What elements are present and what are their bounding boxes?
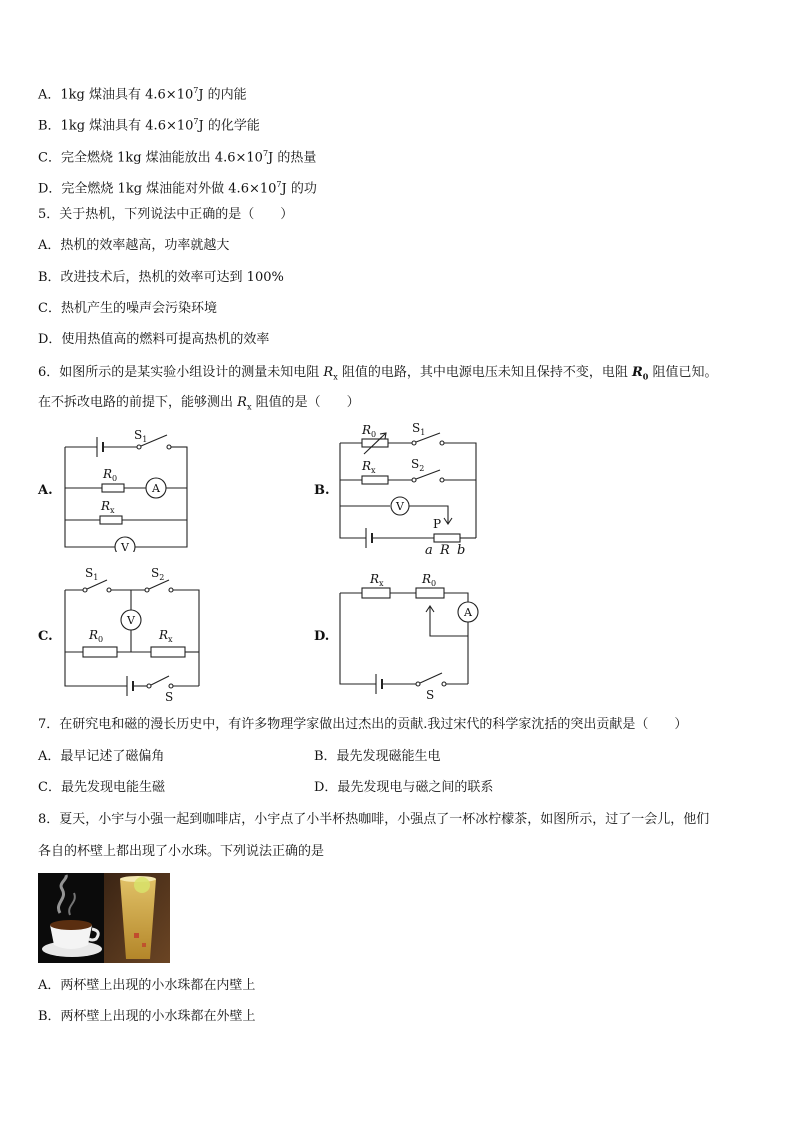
q6-option-a-label: A. bbox=[38, 483, 53, 498]
label-s2: $S_2$ bbox=[411, 457, 425, 473]
q4-option-b: B．1kg 煤油具有 $4.6\times 10^7J$ 的化学能 bbox=[38, 117, 260, 134]
q4-option-d: D．完全燃烧 1kg 煤油能对外做 $4.6\times 10^7J$ 的功 bbox=[38, 180, 317, 197]
q8-option-b: B．两杯壁上出现的小水珠都在外壁上 bbox=[38, 1009, 256, 1024]
q5-option-d: D．使用热值高的燃料可提高热机的效率 bbox=[38, 332, 270, 347]
q7-stem: 7．在研究电和磁的漫长历史中，有许多物理学家做出过杰出的贡献.我过宋代的科学家沈括的突出贡献是（ ） bbox=[38, 717, 688, 732]
q5-stem: 5．关于热机，下列说法中正确的是（ ） bbox=[38, 207, 294, 222]
circuit-diagram-a bbox=[55, 422, 195, 552]
q8-stem-line1: 8．夏天，小宇与小强一起到咖啡店，小宇点了小半杯热咖啡，小强点了一杯冰柠檬茶，如图所示，过了一会儿，他们 bbox=[38, 812, 710, 827]
q6-stem-line2: 在不拆改电路的前提下，能够测出 $R_x$ 阻值的是（ ） bbox=[38, 395, 360, 412]
circuit-diagram-d bbox=[330, 566, 480, 701]
label-rx: $R_x$ bbox=[370, 572, 384, 588]
voltmeter-v: V bbox=[396, 500, 404, 513]
coffee-and-lemon-tea-photo bbox=[38, 873, 170, 963]
label-s1: $S_1$ bbox=[85, 566, 99, 582]
q4-option-a: A．1kg 煤油具有 $4.6\times 10^7J$ 的内能 bbox=[38, 86, 247, 103]
q6-stem-line1: 6．如图所示的是某实验小组设计的测量未知电阻 $R_x$ 阻值的电路，其中电源电压未知且保持不变，电阻 $R_0$ 阻值已知。 bbox=[38, 365, 718, 382]
ammeter-a: A bbox=[464, 606, 472, 619]
label-r0: $R_0$ bbox=[422, 572, 437, 588]
label-rx: $R_x$ bbox=[159, 628, 173, 644]
q7-option-d: D．最先发现电与磁之间的联系 bbox=[314, 780, 494, 795]
q8-option-a: A．两杯壁上出现的小水珠都在内壁上 bbox=[38, 978, 256, 993]
ammeter-a: A bbox=[152, 482, 160, 495]
voltmeter-v: V bbox=[121, 541, 129, 552]
label-end-a: a bbox=[425, 543, 433, 558]
q7-option-b: B．最先发现磁能生电 bbox=[314, 749, 441, 764]
q6-option-b-label: B. bbox=[314, 483, 330, 498]
label-r0: $R_0$ bbox=[89, 628, 104, 644]
label-rx: $R_x$ bbox=[362, 459, 376, 475]
circuit-diagram-c bbox=[55, 566, 205, 701]
label-rheostat-r: R bbox=[440, 543, 450, 558]
q6-option-c-label: C. bbox=[38, 629, 53, 644]
label-s: S bbox=[426, 688, 435, 701]
q6-option-d-label: D. bbox=[314, 629, 330, 644]
q4-option-c: C．完全燃烧 1kg 煤油能放出 $4.6\times 10^7J$ 的热量 bbox=[38, 149, 317, 166]
label-s2: $S_2$ bbox=[151, 566, 165, 582]
voltmeter-v: V bbox=[127, 614, 135, 627]
label-s1: $S_1$ bbox=[412, 421, 426, 437]
circuit-diagram-b bbox=[330, 420, 500, 560]
q5-option-a: A．热机的效率越高，功率就越大 bbox=[38, 238, 230, 253]
q5-option-b: B．改进技术后，热机的效率可达到 100% bbox=[38, 270, 284, 285]
label-rx: $R_x$ bbox=[101, 499, 115, 515]
label-s1: $S_1$ bbox=[134, 428, 148, 444]
label-r0: $R_0$ bbox=[103, 467, 118, 483]
q7-option-a: A．最早记述了磁偏角 bbox=[38, 749, 165, 764]
q8-stem-line2: 各自的杯壁上都出现了小水珠。下列说法正确的是 bbox=[38, 844, 325, 859]
label-slider-p: P bbox=[433, 517, 442, 531]
q5-option-c: C．热机产生的噪声会污染环境 bbox=[38, 301, 217, 316]
q7-option-c: C．最先发现电能生磁 bbox=[38, 780, 165, 795]
label-r0: $R_0$ bbox=[362, 423, 377, 439]
label-end-b: b bbox=[457, 543, 466, 558]
label-s: S bbox=[165, 690, 174, 701]
